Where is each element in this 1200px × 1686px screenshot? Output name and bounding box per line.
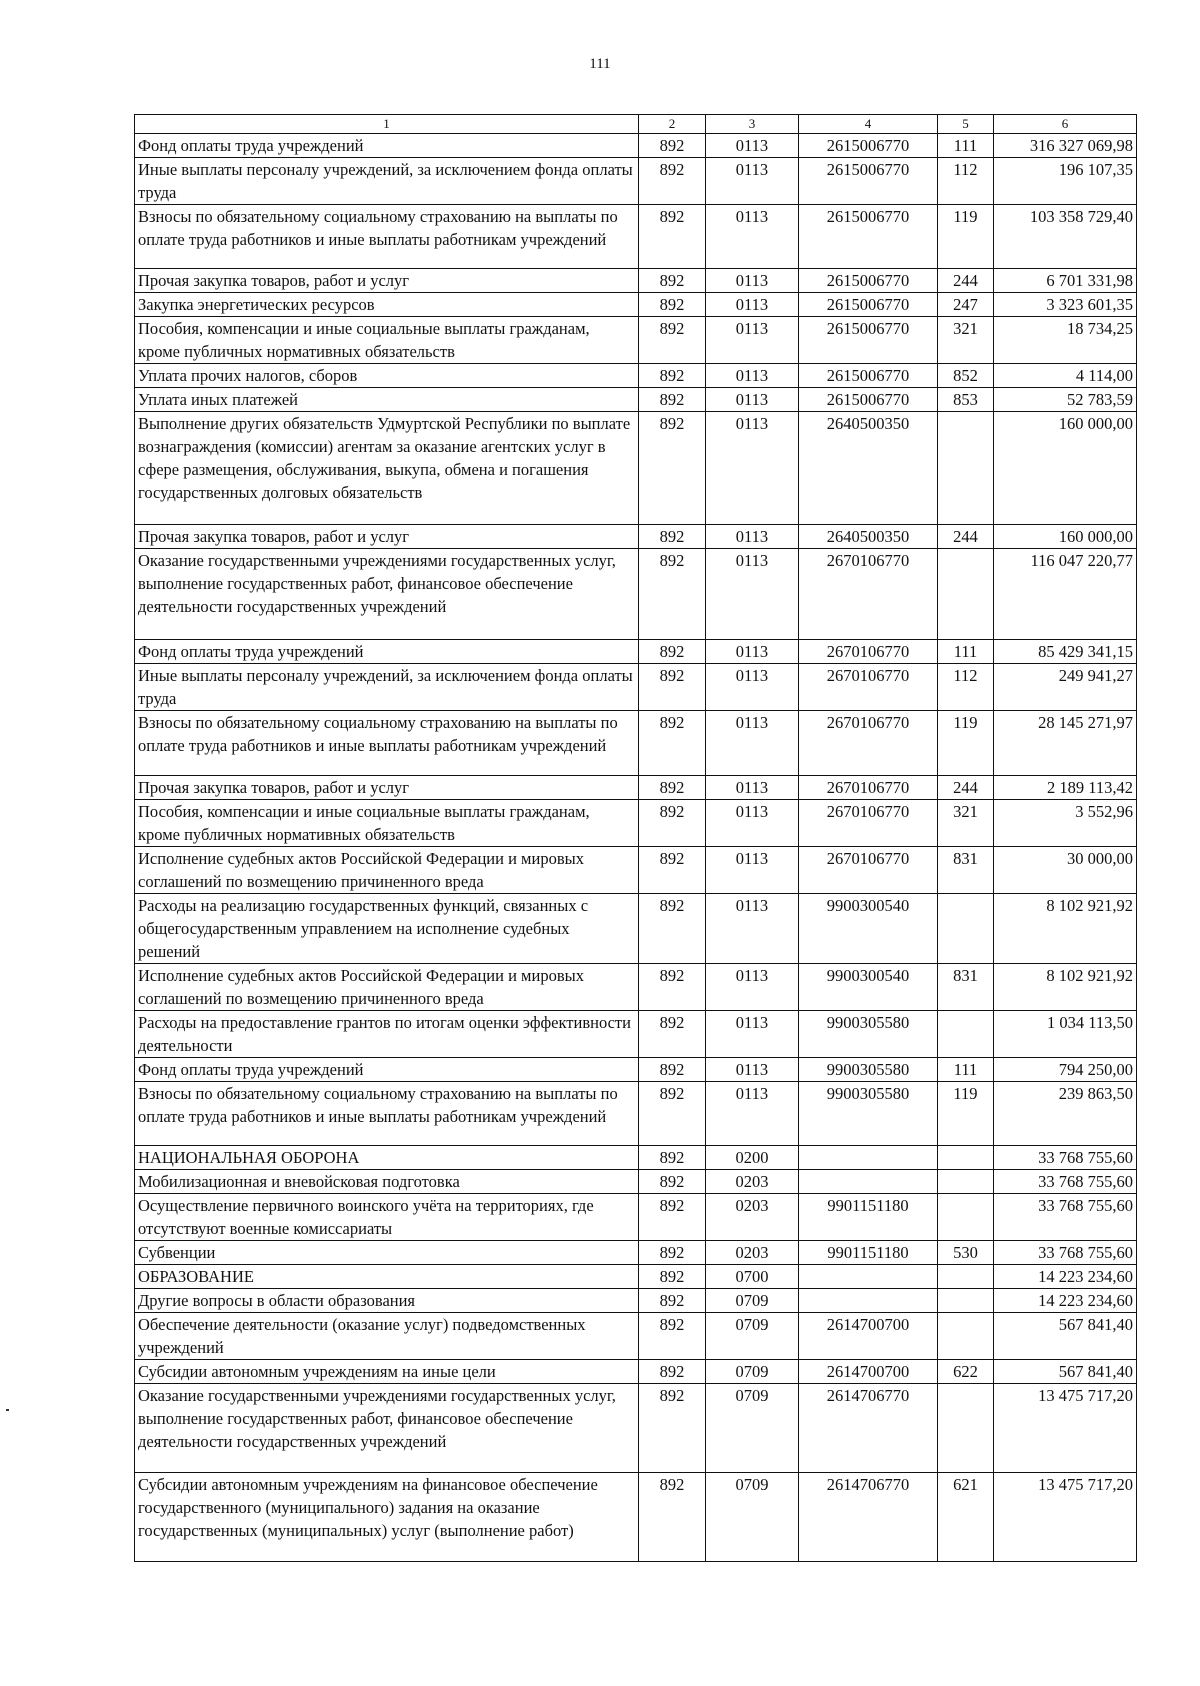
row-name: Пособия, компенсации и иные социальные выплаты гражданам, кроме публичных нормативных обязательств — [135, 317, 639, 364]
row-col-2: 892 — [639, 640, 706, 664]
row-col-6: 249 941,27 — [994, 664, 1137, 711]
header-col-4: 4 — [799, 115, 938, 134]
row-col-5: 244 — [938, 525, 994, 549]
row-col-2: 892 — [639, 1384, 706, 1473]
row-col-3: 0113 — [706, 412, 799, 525]
row-col-4: 2614700700 — [799, 1313, 938, 1360]
row-col-6: 196 107,35 — [994, 158, 1137, 205]
row-col-5: 111 — [938, 1058, 994, 1082]
row-col-6: 567 841,40 — [994, 1313, 1137, 1360]
table-row — [135, 800, 1137, 847]
row-col-5: 247 — [938, 293, 994, 317]
row-col-3: 0113 — [706, 664, 799, 711]
row-col-2: 892 — [639, 317, 706, 364]
row-col-4: 2640500350 — [799, 412, 938, 525]
row-col-3: 0113 — [706, 847, 799, 894]
row-col-5: 119 — [938, 711, 994, 776]
row-col-3: 0113 — [706, 317, 799, 364]
row-col-2: 892 — [639, 364, 706, 388]
table-row — [135, 847, 1137, 894]
row-col-5: 622 — [938, 1360, 994, 1384]
row-name: Уплата прочих налогов, сборов — [135, 364, 639, 388]
row-col-3: 0113 — [706, 269, 799, 293]
table-row — [135, 269, 1137, 293]
row-col-2: 892 — [639, 1241, 706, 1265]
row-name: Оказание государственными учреждениями государственных услуг, выполнение государственных работ, финансовое обеспечение деятельности государственных учреждений — [135, 1384, 639, 1473]
row-col-5: 852 — [938, 364, 994, 388]
row-col-4 — [799, 1265, 938, 1289]
row-col-3: 0709 — [706, 1384, 799, 1473]
row-col-4: 2640500350 — [799, 525, 938, 549]
row-col-3: 0203 — [706, 1241, 799, 1265]
row-col-3: 0709 — [706, 1360, 799, 1384]
row-col-5: 853 — [938, 388, 994, 412]
table-row — [135, 1194, 1137, 1241]
header-row — [135, 115, 1137, 134]
row-col-2: 892 — [639, 1170, 706, 1194]
row-name: Мобилизационная и вневойсковая подготовка — [135, 1170, 639, 1194]
row-name: Расходы на предоставление грантов по итогам оценки эффективности деятельности — [135, 1011, 639, 1058]
table-row — [135, 412, 1137, 525]
table-row — [135, 293, 1137, 317]
row-col-2: 892 — [639, 158, 706, 205]
row-col-3: 0113 — [706, 549, 799, 640]
row-col-4: 2615006770 — [799, 269, 938, 293]
row-name: Исполнение судебных актов Российской Федерации и мировых соглашений по возмещению причиненного вреда — [135, 964, 639, 1011]
row-col-4: 9901151180 — [799, 1241, 938, 1265]
row-name: Фонд оплаты труда учреждений — [135, 1058, 639, 1082]
row-col-5 — [938, 1146, 994, 1170]
table-row — [135, 158, 1137, 205]
row-col-3: 0113 — [706, 1011, 799, 1058]
row-name: Уплата иных платежей — [135, 388, 639, 412]
row-col-4: 2615006770 — [799, 293, 938, 317]
table-row — [135, 1384, 1137, 1473]
table-row — [135, 1241, 1137, 1265]
row-name: Фонд оплаты труда учреждений — [135, 134, 639, 158]
row-name: Закупка энергетических ресурсов — [135, 293, 639, 317]
row-col-4: 9901151180 — [799, 1194, 938, 1241]
row-name: Взносы по обязательному социальному страхованию на выплаты по оплате труда работников и иные выплаты работникам учреждений — [135, 1082, 639, 1146]
row-col-5 — [938, 1265, 994, 1289]
row-col-4: 2670106770 — [799, 549, 938, 640]
row-name: Фонд оплаты труда учреждений — [135, 640, 639, 664]
row-col-4: 2670106770 — [799, 711, 938, 776]
row-col-4: 9900300540 — [799, 964, 938, 1011]
row-col-6: 30 000,00 — [994, 847, 1137, 894]
row-col-6: 4 114,00 — [994, 364, 1137, 388]
row-name: ОБРАЗОВАНИЕ — [135, 1265, 639, 1289]
row-col-2: 892 — [639, 800, 706, 847]
table-row — [135, 964, 1137, 1011]
row-col-2: 892 — [639, 1194, 706, 1241]
row-col-2: 892 — [639, 134, 706, 158]
row-col-2: 892 — [639, 1011, 706, 1058]
row-col-5: 321 — [938, 800, 994, 847]
row-col-6: 33 768 755,60 — [994, 1194, 1137, 1241]
row-col-6: 33 768 755,60 — [994, 1241, 1137, 1265]
row-col-2: 892 — [639, 964, 706, 1011]
row-name: Обеспечение деятельности (оказание услуг) подведомственных учреждений — [135, 1313, 639, 1360]
row-col-2: 892 — [639, 205, 706, 269]
row-col-3: 0200 — [706, 1146, 799, 1170]
row-col-3: 0709 — [706, 1473, 799, 1562]
table-row — [135, 1473, 1137, 1562]
table-row — [135, 317, 1137, 364]
row-name: Расходы на реализацию государственных функций, связанных с общегосударственным управлением на исполнение судебных решений — [135, 894, 639, 964]
row-col-6: 2 189 113,42 — [994, 776, 1137, 800]
row-col-3: 0113 — [706, 205, 799, 269]
row-col-4: 2614700700 — [799, 1360, 938, 1384]
row-col-5: 111 — [938, 134, 994, 158]
row-col-6: 3 552,96 — [994, 800, 1137, 847]
row-col-6: 1 034 113,50 — [994, 1011, 1137, 1058]
row-name: Взносы по обязательному социальному страхованию на выплаты по оплате труда работников и иные выплаты работникам учреждений — [135, 205, 639, 269]
table-row — [135, 364, 1137, 388]
row-col-5: 119 — [938, 205, 994, 269]
row-col-4: 2670106770 — [799, 664, 938, 711]
row-col-2: 892 — [639, 711, 706, 776]
row-col-4: 2614706770 — [799, 1384, 938, 1473]
row-col-6: 85 429 341,15 — [994, 640, 1137, 664]
row-col-3: 0709 — [706, 1289, 799, 1313]
row-col-2: 892 — [639, 1146, 706, 1170]
table-row — [135, 894, 1137, 964]
row-col-6: 794 250,00 — [994, 1058, 1137, 1082]
row-col-2: 892 — [639, 1265, 706, 1289]
row-col-4: 9900305580 — [799, 1011, 938, 1058]
row-col-5: 244 — [938, 776, 994, 800]
row-col-5 — [938, 1384, 994, 1473]
row-col-5: 244 — [938, 269, 994, 293]
row-col-2: 892 — [639, 664, 706, 711]
row-col-4: 2615006770 — [799, 317, 938, 364]
row-col-6: 33 768 755,60 — [994, 1146, 1137, 1170]
row-col-3: 0113 — [706, 158, 799, 205]
row-col-5 — [938, 1011, 994, 1058]
row-col-5 — [938, 1194, 994, 1241]
row-col-5 — [938, 412, 994, 525]
row-col-6: 14 223 234,60 — [994, 1289, 1137, 1313]
row-col-2: 892 — [639, 293, 706, 317]
row-col-4 — [799, 1146, 938, 1170]
row-col-6: 116 047 220,77 — [994, 549, 1137, 640]
row-col-2: 892 — [639, 1082, 706, 1146]
row-name: Иные выплаты персоналу учреждений, за исключением фонда оплаты труда — [135, 664, 639, 711]
row-col-6: 103 358 729,40 — [994, 205, 1137, 269]
scan-speck — [6, 1409, 9, 1411]
row-name: Пособия, компенсации и иные социальные выплаты гражданам, кроме публичных нормативных обязательств — [135, 800, 639, 847]
row-col-2: 892 — [639, 1313, 706, 1360]
row-col-5: 621 — [938, 1473, 994, 1562]
row-col-4 — [799, 1289, 938, 1313]
row-col-6: 14 223 234,60 — [994, 1265, 1137, 1289]
page-number: 111 — [589, 56, 611, 72]
row-col-2: 892 — [639, 269, 706, 293]
row-col-3: 0113 — [706, 800, 799, 847]
row-col-2: 892 — [639, 1473, 706, 1562]
row-col-6: 316 327 069,98 — [994, 134, 1137, 158]
row-col-5: 111 — [938, 640, 994, 664]
row-col-6: 33 768 755,60 — [994, 1170, 1137, 1194]
row-col-2: 892 — [639, 525, 706, 549]
table-row — [135, 640, 1137, 664]
row-col-5 — [938, 1289, 994, 1313]
table-row — [135, 1360, 1137, 1384]
row-col-3: 0113 — [706, 134, 799, 158]
row-col-3: 0113 — [706, 640, 799, 664]
table-row — [135, 1058, 1137, 1082]
row-col-5 — [938, 1170, 994, 1194]
row-col-4: 2670106770 — [799, 800, 938, 847]
row-col-3: 0113 — [706, 894, 799, 964]
row-col-6: 52 783,59 — [994, 388, 1137, 412]
row-col-5: 831 — [938, 847, 994, 894]
row-col-4: 9900305580 — [799, 1082, 938, 1146]
row-col-6: 3 323 601,35 — [994, 293, 1137, 317]
row-col-6: 160 000,00 — [994, 525, 1137, 549]
row-col-3: 0113 — [706, 776, 799, 800]
table-row — [135, 1082, 1137, 1146]
row-col-4: 9900305580 — [799, 1058, 938, 1082]
table-row — [135, 134, 1137, 158]
row-col-4: 9900300540 — [799, 894, 938, 964]
table-row — [135, 664, 1137, 711]
header-col-5: 5 — [938, 115, 994, 134]
row-col-4: 2670106770 — [799, 847, 938, 894]
row-col-2: 892 — [639, 776, 706, 800]
row-col-5: 831 — [938, 964, 994, 1011]
row-col-3: 0203 — [706, 1170, 799, 1194]
row-col-2: 892 — [639, 388, 706, 412]
row-col-5 — [938, 894, 994, 964]
row-col-4: 2670106770 — [799, 776, 938, 800]
row-col-6: 28 145 271,97 — [994, 711, 1137, 776]
row-col-2: 892 — [639, 549, 706, 640]
header-col-1: 1 — [135, 115, 639, 134]
row-col-2: 892 — [639, 412, 706, 525]
row-col-6: 239 863,50 — [994, 1082, 1137, 1146]
table-row — [135, 776, 1137, 800]
row-col-3: 0709 — [706, 1313, 799, 1360]
row-col-4: 2615006770 — [799, 205, 938, 269]
row-col-4: 2615006770 — [799, 158, 938, 205]
header-col-2: 2 — [639, 115, 706, 134]
row-col-3: 0113 — [706, 1082, 799, 1146]
table-row — [135, 1011, 1137, 1058]
row-col-3: 0203 — [706, 1194, 799, 1241]
row-col-4: 2615006770 — [799, 134, 938, 158]
row-name: Взносы по обязательному социальному страхованию на выплаты по оплате труда работников и иные выплаты работникам учреждений — [135, 711, 639, 776]
row-col-6: 6 701 331,98 — [994, 269, 1137, 293]
row-col-3: 0113 — [706, 1058, 799, 1082]
row-name: Прочая закупка товаров, работ и услуг — [135, 525, 639, 549]
table-row — [135, 1265, 1137, 1289]
row-col-2: 892 — [639, 1289, 706, 1313]
row-col-5: 119 — [938, 1082, 994, 1146]
row-col-4: 2670106770 — [799, 640, 938, 664]
row-name: Прочая закупка товаров, работ и услуг — [135, 269, 639, 293]
row-col-5 — [938, 1313, 994, 1360]
row-col-3: 0113 — [706, 525, 799, 549]
row-name: Субсидии автономным учреждениям на финансовое обеспечение государственного (муниципального) задания на оказание государственных (муниципальных) услуг (выполнение работ) — [135, 1473, 639, 1562]
table-row — [135, 205, 1137, 269]
row-col-4: 2614706770 — [799, 1473, 938, 1562]
row-col-6: 160 000,00 — [994, 412, 1137, 525]
row-name: Субсидии автономным учреждениям на иные цели — [135, 1360, 639, 1384]
row-col-3: 0113 — [706, 388, 799, 412]
row-col-6: 8 102 921,92 — [994, 964, 1137, 1011]
row-name: Другие вопросы в области образования — [135, 1289, 639, 1313]
row-name: Оказание государственными учреждениями государственных услуг, выполнение государственных работ, финансовое обеспечение деятельности государственных учреждений — [135, 549, 639, 640]
row-col-6: 13 475 717,20 — [994, 1473, 1137, 1562]
header-col-3: 3 — [706, 115, 799, 134]
header-col-6: 6 — [994, 115, 1137, 134]
table-row — [135, 525, 1137, 549]
table-row — [135, 388, 1137, 412]
budget-table — [134, 114, 1137, 1562]
table-row — [135, 711, 1137, 776]
row-col-5: 321 — [938, 317, 994, 364]
row-col-6: 18 734,25 — [994, 317, 1137, 364]
row-col-4: 2615006770 — [799, 388, 938, 412]
row-col-3: 0700 — [706, 1265, 799, 1289]
row-col-3: 0113 — [706, 364, 799, 388]
row-col-3: 0113 — [706, 964, 799, 1011]
table-row — [135, 1170, 1137, 1194]
table-row — [135, 1289, 1137, 1313]
row-name: Прочая закупка товаров, работ и услуг — [135, 776, 639, 800]
row-name: НАЦИОНАЛЬНАЯ ОБОРОНА — [135, 1146, 639, 1170]
row-col-6: 13 475 717,20 — [994, 1384, 1137, 1473]
row-col-2: 892 — [639, 847, 706, 894]
row-name: Осуществление первичного воинского учёта на территориях, где отсутствуют военные комиссариаты — [135, 1194, 639, 1241]
row-col-2: 892 — [639, 894, 706, 964]
row-col-5: 112 — [938, 158, 994, 205]
row-name: Исполнение судебных актов Российской Федерации и мировых соглашений по возмещению причиненного вреда — [135, 847, 639, 894]
row-col-5: 112 — [938, 664, 994, 711]
row-col-4 — [799, 1170, 938, 1194]
table-row — [135, 549, 1137, 640]
row-col-3: 0113 — [706, 711, 799, 776]
row-name: Иные выплаты персоналу учреждений, за исключением фонда оплаты труда — [135, 158, 639, 205]
row-col-2: 892 — [639, 1360, 706, 1384]
row-col-2: 892 — [639, 1058, 706, 1082]
row-col-6: 8 102 921,92 — [994, 894, 1137, 964]
row-col-3: 0113 — [706, 293, 799, 317]
row-name: Выполнение других обязательств Удмуртской Республики по выплате вознаграждения (комиссии) агентам за оказание агентских услуг в сфере размещения, обслуживания, выкупа, обмена и погашения государственных долговых обязательств — [135, 412, 639, 525]
row-name: Субвенции — [135, 1241, 639, 1265]
row-col-6: 567 841,40 — [994, 1360, 1137, 1384]
table-row — [135, 1146, 1137, 1170]
row-col-5: 530 — [938, 1241, 994, 1265]
table-row — [135, 1313, 1137, 1360]
row-col-4: 2615006770 — [799, 364, 938, 388]
row-col-5 — [938, 549, 994, 640]
